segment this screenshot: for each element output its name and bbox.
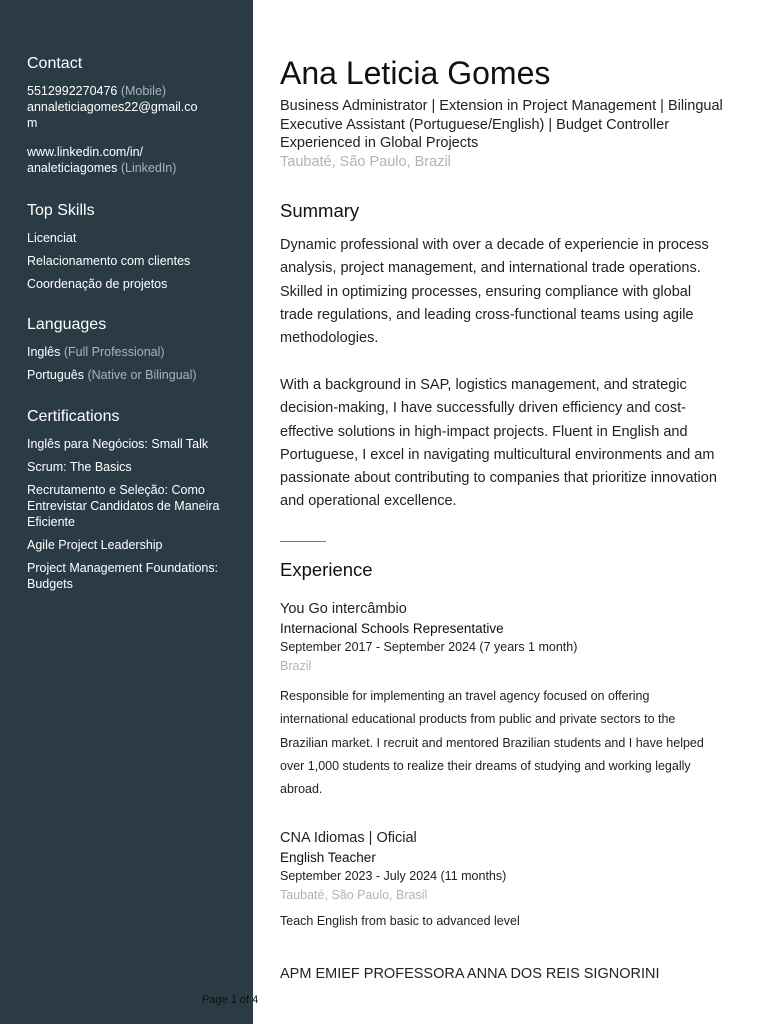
email-line-1: annaleticiagomes22@gmail.co <box>27 100 198 114</box>
certifications-section <box>27 408 233 592</box>
certification-line: Agile Project Leadership <box>27 538 163 552</box>
certification-line: Project Management Foundations: <box>27 561 219 575</box>
job-location: Taubaté, São Paulo, Brasil <box>280 888 428 902</box>
certification-item <box>27 459 233 475</box>
job-location: Brazil <box>280 659 312 673</box>
certification-line: Recrutamento e Seleção: Como <box>27 483 205 497</box>
languages-heading: Languages <box>27 316 107 333</box>
summary-paragraph-1 <box>280 234 742 350</box>
headline-line: Business Administrator | Extension in Project Management | Bilingual <box>280 98 723 114</box>
company-name: You Go intercâmbio <box>280 601 407 617</box>
linkedin-line-1: www.linkedin.com/in/ <box>27 145 144 159</box>
certification-line: Scrum: The Basics <box>27 460 132 474</box>
skills-heading: Top Skills <box>27 202 95 219</box>
description-line: Brazilian market. I recruit and mentored Brazilian students and I have helped <box>280 735 704 750</box>
job-dates: September 2023 - July 2024 (11 months) <box>280 869 507 883</box>
company-name: CNA Idiomas | Oficial <box>280 830 417 846</box>
summary-heading: Summary <box>280 200 360 221</box>
summary-line: and operational excellence. <box>280 493 457 510</box>
skill-item: Coordenação de projetos <box>27 277 168 291</box>
skill-item: Relacionamento com clientes <box>27 254 191 268</box>
summary-line: Portuguese, I excel in navigating multicultural environments and am <box>280 446 715 463</box>
summary-line: methodologies. <box>280 330 379 347</box>
phone-tag: (Mobile) <box>120 84 167 98</box>
language-name: Português <box>27 368 84 382</box>
email-line-2: m <box>27 116 38 130</box>
summary-line: Dynamic professional with over a decade of experiencie in process <box>280 237 709 253</box>
section-divider <box>280 541 326 542</box>
headline <box>280 97 750 171</box>
headline-line: Executive Assistant (Portuguese/English) | Budget Controller <box>280 116 670 133</box>
certification-line: Inglês para Negócios: Small Talk <box>27 437 209 451</box>
email-link[interactable] <box>27 99 233 131</box>
company-name: APM EMIEF PROFESSORA ANNA DOS REIS SIGNORINI <box>280 966 660 982</box>
summary-line: decision-making, I have successfully driven efficiency and cost- <box>280 400 686 417</box>
main-content <box>280 0 750 1024</box>
summary-line: analysis, project management, and international trade operations. <box>280 260 701 277</box>
headline-line: Experienced in Global Projects <box>280 135 479 151</box>
phone-number[interactable]: 5512992270476 <box>27 84 118 98</box>
summary-line: trade regulations, and leading cross-functional teams using agile <box>280 306 694 323</box>
certification-line: Eficiente <box>27 515 75 529</box>
experience-entry <box>280 600 750 801</box>
location: Taubaté, São Paulo, Brazil <box>280 153 451 170</box>
skill-item: Licenciat <box>27 231 77 245</box>
description-line: over 1,000 students to realize their dreams of studying and working legally <box>280 758 691 773</box>
job-description <box>280 685 738 801</box>
summary-line: effective solutions in high-impact projects. Fluent in English and <box>280 423 688 440</box>
contact-section <box>27 55 233 176</box>
description-line: international educational products from public and private sectors to the <box>280 712 676 727</box>
job-description <box>280 910 738 933</box>
language-item <box>27 367 233 383</box>
certification-line: Budgets <box>27 577 73 591</box>
summary-line: With a background in SAP, logistics management, and strategic <box>280 377 687 393</box>
certifications-heading: Certifications <box>27 408 120 425</box>
languages-section <box>27 316 233 383</box>
certification-line: Entrevistar Candidatos de Maneira <box>27 499 220 513</box>
summary-line: Skilled in optimizing processes, ensuring compliance with global <box>280 283 692 300</box>
page-number: Page 1 of 4 <box>202 994 259 1006</box>
certification-item <box>27 482 233 530</box>
sidebar <box>0 0 253 1024</box>
phone-line <box>27 83 233 99</box>
job-title: English Teacher <box>280 850 376 865</box>
linkedin-line-2: analeticiagomes <box>27 161 118 175</box>
description-line: Teach English from basic to advanced level <box>280 914 520 928</box>
experience-entry <box>280 965 750 984</box>
job-dates: September 2017 - September 2024 (7 years 1 month) <box>280 640 578 654</box>
linkedin-tag: (LinkedIn) <box>120 161 177 175</box>
contact-heading: Contact <box>27 55 83 72</box>
experience-heading: Experience <box>280 559 373 580</box>
certification-item <box>27 436 233 452</box>
summary-paragraph-2 <box>280 374 742 514</box>
certification-item <box>27 560 233 592</box>
skills-section <box>27 202 233 292</box>
certification-item <box>27 537 233 553</box>
person-name: Ana Leticia Gomes <box>280 55 551 91</box>
experience-entry <box>280 829 750 933</box>
language-item <box>27 344 233 360</box>
language-level: (Full Professional) <box>63 345 165 359</box>
language-level: (Native or Bilingual) <box>87 368 197 382</box>
description-line: Responsible for implementing an travel agency focused on offering <box>280 689 650 703</box>
linkedin-link[interactable] <box>27 144 233 176</box>
description-line: abroad. <box>280 782 323 797</box>
job-title: Internacional Schools Representative <box>280 621 504 636</box>
summary-line: passionate about contributing to companies that prioritize innovation <box>280 470 717 487</box>
language-name: Inglês <box>27 345 61 359</box>
